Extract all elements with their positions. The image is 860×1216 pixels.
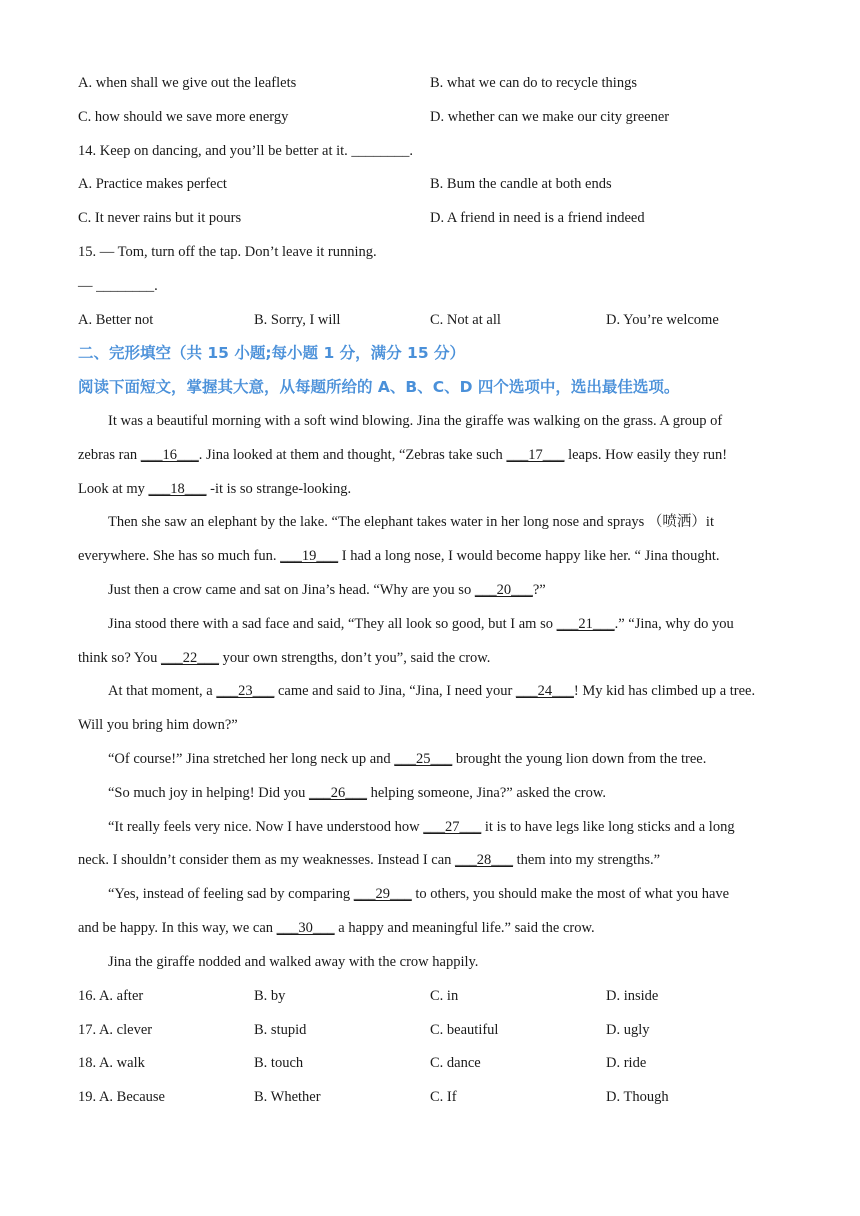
passage-text: Jina stood there with a sad face and said, “They all look so good, but I am so	[108, 616, 557, 632]
blank-18: ___18___	[148, 481, 207, 497]
q14-option-c: C. It never rains but it pours	[78, 210, 242, 226]
passage-line	[78, 546, 719, 566]
passage-text: “Yes, instead of feeling sad by comparing	[108, 886, 354, 902]
option-b: B. touch	[254, 1055, 304, 1071]
passage-line	[108, 614, 734, 634]
blank-20: ___20___	[474, 582, 533, 598]
q14-option-d: D. A friend in need is a friend indeed	[430, 210, 645, 226]
passage-text: to others, you should make the most of what you have	[411, 886, 730, 902]
passage-text: everywhere. She has so much fun.	[78, 548, 281, 564]
passage-text: ?”	[532, 582, 546, 598]
blank-30: ___30___	[276, 920, 335, 936]
passage-line	[78, 445, 727, 465]
passage-text: leaps. How easily they run!	[564, 447, 728, 463]
passage-text: brought the young lion down from the tree.	[452, 751, 707, 767]
passage-text: helping someone, Jina?” asked the crow.	[366, 785, 607, 801]
passage-text: your own strengths, don’t you”, said the crow.	[219, 650, 491, 666]
q15-option-c: C. Not at all	[430, 312, 501, 328]
option-c: C. If	[430, 1089, 457, 1105]
q15-option-a: A. Better not	[78, 312, 154, 328]
q15-options-row	[78, 310, 798, 330]
blank-23: ___23___	[216, 683, 275, 699]
passage-text: “Of course!” Jina stretched her long neck up and	[108, 751, 395, 767]
passage-text: them into my strengths.”	[513, 852, 661, 868]
blank-28: ___28___	[455, 852, 514, 868]
q13-option-d: D. whether can we make our city greener	[430, 109, 670, 125]
option-b: B. by	[254, 988, 286, 1004]
passage-line	[108, 783, 606, 803]
passage-line: Jina the giraffe nodded and walked away with the crow happily.	[108, 954, 479, 970]
q14-stem: 14. Keep on dancing, and you’ll be better at it. ________.	[78, 143, 414, 159]
passage-line	[108, 884, 729, 904]
passage-line	[78, 918, 595, 938]
passage-line	[108, 749, 706, 769]
option-c: C. beautiful	[430, 1022, 499, 1038]
q14-option-a: A. Practice makes perfect	[78, 176, 227, 192]
q14-options-row-1	[78, 174, 798, 194]
q15-answer-line: — ________.	[78, 278, 158, 294]
option-a: 18. A. walk	[78, 1055, 145, 1071]
q15-stem: 15. — Tom, turn off the tap. Don’t leave it running.	[78, 244, 377, 260]
option-d: D. ugly	[606, 1022, 650, 1038]
blank-25: ___25___	[394, 751, 453, 767]
blank-21: ___21___	[556, 616, 615, 632]
q15-option-b: B. Sorry, I will	[254, 312, 341, 328]
passage-text: neck. I shouldn’t consider them as my weaknesses. Instead I can	[78, 852, 456, 868]
option-b: B. stupid	[254, 1022, 307, 1038]
option-b: B. Whether	[254, 1089, 321, 1105]
passage-text: Just then a crow came and sat on Jina’s head. “Why are you so	[108, 582, 475, 598]
blank-16: ___16___	[140, 447, 199, 463]
passage-text: . Jina looked at them and thought, “Zebras take such	[198, 447, 507, 463]
blank-24: ___24___	[515, 683, 574, 699]
q13-options-row-2	[78, 107, 798, 127]
q13-options-row-1	[78, 73, 798, 93]
option-d: D. ride	[606, 1055, 647, 1071]
passage-line: Will you bring him down?”	[78, 717, 238, 733]
option-c: C. dance	[430, 1055, 481, 1071]
option-a: 16. A. after	[78, 988, 144, 1004]
passage-text: At that moment, a	[108, 683, 217, 699]
passage-text: think so? You	[78, 650, 161, 666]
blank-26: ___26___	[308, 785, 367, 801]
passage-text: it is to have legs like long sticks and a long	[481, 819, 735, 835]
section-instruction: 阅读下面短文，掌握其大意，从每题所给的 A、B、C、D 四个选项中，选出最佳选项。	[78, 378, 680, 396]
q14-options-row-2	[78, 208, 798, 228]
passage-line	[108, 817, 735, 837]
q14-option-b: B. Bum the candle at both ends	[430, 176, 612, 192]
passage-line: It was a beautiful morning with a soft wind blowing. Jina the giraffe was walking on the grass. A group of	[108, 413, 723, 429]
options-row-16	[78, 986, 798, 1006]
passage-text: -it is so strange-looking.	[206, 481, 352, 497]
passage-text: zebras ran	[78, 447, 141, 463]
option-d: D. Though	[606, 1089, 669, 1105]
passage-line	[78, 648, 490, 668]
passage-text: ! My kid has climbed up a tree.	[573, 683, 756, 699]
option-d: D. inside	[606, 988, 659, 1004]
passage-line	[78, 850, 660, 870]
passage-text: “It really feels very nice. Now I have understood how	[108, 819, 424, 835]
passage-text: a happy and meaningful life.” said the crow.	[334, 920, 595, 936]
blank-27: ___27___	[423, 819, 482, 835]
options-row-18	[78, 1053, 798, 1073]
passage-line	[78, 479, 351, 499]
option-a: 17. A. clever	[78, 1022, 153, 1038]
q15-option-d: D. You’re welcome	[606, 312, 719, 328]
passage-text: and be happy. In this way, we can	[78, 920, 277, 936]
passage-text: “So much joy in helping! Did you	[108, 785, 309, 801]
blank-17: ___17___	[506, 447, 565, 463]
section-title: 二、完形填空（共 15 小题;每小题 1 分，满分 15 分）	[78, 344, 466, 362]
passage-text: .” “Jina, why do you	[614, 616, 734, 632]
q13-option-b: B. what we can do to recycle things	[430, 75, 637, 91]
option-c: C. in	[430, 988, 459, 1004]
passage-line	[108, 681, 755, 701]
blank-29: ___29___	[353, 886, 412, 902]
passage-line: Then she saw an elephant by the lake. “The elephant takes water in her long nose and sprays （喷洒）it	[108, 514, 714, 530]
passage-text: Look at my	[78, 481, 149, 497]
passage-text: came and said to Jina, “Jina, I need your	[274, 683, 516, 699]
blank-19: ___19___	[280, 548, 339, 564]
options-row-17	[78, 1020, 798, 1040]
q13-option-c: C. how should we save more energy	[78, 109, 289, 125]
passage-text: I had a long nose, I would become happy like her. “ Jina thought.	[338, 548, 720, 564]
q13-option-a: A. when shall we give out the leaflets	[78, 75, 297, 91]
passage-line	[108, 580, 546, 600]
option-a: 19. A. Because	[78, 1089, 165, 1105]
blank-22: ___22___	[161, 650, 219, 666]
options-row-19	[78, 1087, 798, 1107]
